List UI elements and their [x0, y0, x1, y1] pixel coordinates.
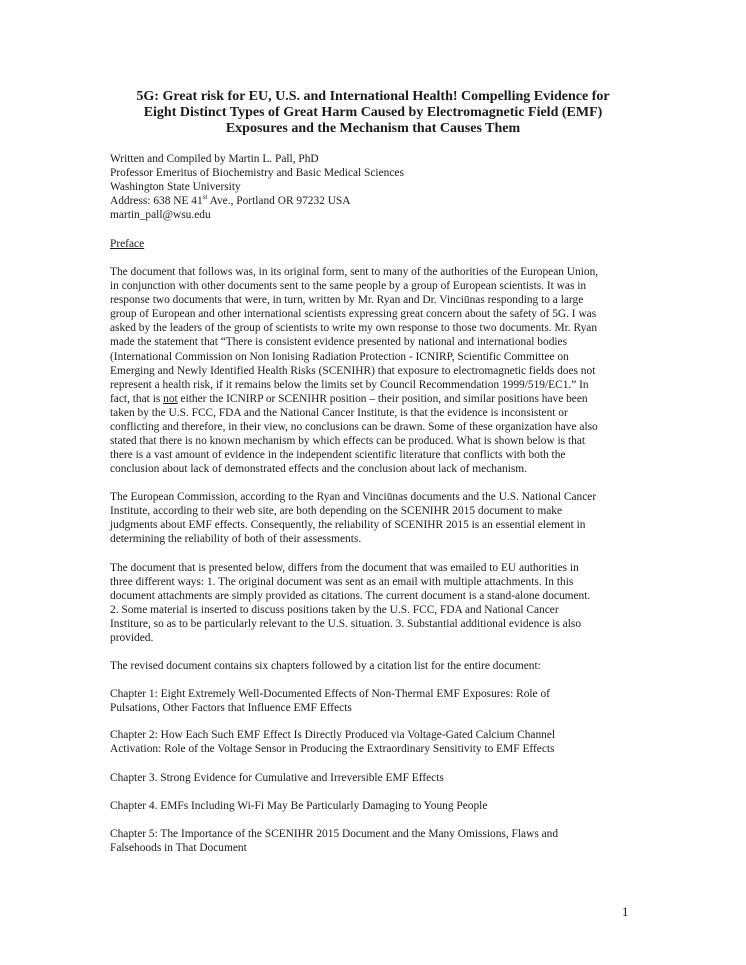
chapter-line: Chapter 5: The Importance of the SCENIHR 2015 Document and the Many Omissions, Flaws and — [110, 828, 559, 840]
paragraph-line: The European Commission, according to the Ryan and Vinciūnas documents and the U.S. National Cancer — [110, 491, 597, 503]
page-number: 1 — [622, 904, 629, 919]
preface-paragraph-2 — [110, 490, 640, 546]
paragraph-line: response two documents that were, in turn, written by Mr. Ryan and Dr. Vinciūnas responding to a large — [110, 294, 584, 307]
paragraph-line: stated that there is no known mechanism by which effects can be produced. What is shown below is that — [110, 435, 586, 448]
author-block — [110, 152, 640, 222]
author-line: Written and Compiled by Martin L. Pall, PhD — [110, 153, 319, 165]
paragraph-line: there is a vast amount of evidence in the independent scientific literature that conflicts with both the — [110, 449, 566, 462]
paragraph-line: asked by the leaders of the group of scientists to write my own response to those two documents. Mr. Ryan — [110, 322, 598, 335]
paragraph-line: taken by the U.S. FCC, FDA and the National Cancer Institute, is that the evidence is inconsistent or — [110, 406, 568, 419]
paragraph-line: represent a health risk, if it remains below the limits set by Council Recommendation 1999/519/EC1.” In — [110, 378, 589, 391]
author-institution: Washington State University — [110, 181, 241, 194]
chapter-3-entry: Chapter 3. Strong Evidence for Cumulative and Irreversible EMF Effects — [110, 772, 444, 784]
paragraph-line: (International Commission on Non Ionising Radiation Protection - ICNIRP, Scientific Committee on — [110, 350, 569, 363]
preface-paragraph-4: The revised document contains six chapters followed by a citation list for the entire document: — [110, 660, 541, 672]
chapter-line: Activation: Role of the Voltage Sensor in Producing the Extraordinary Sensitivity to EMF Effects — [110, 743, 555, 756]
paragraph-line: 2. Some material is inserted to discuss positions taken by the U.S. FCC, FDA and National Cancer — [110, 604, 559, 617]
chapter-5-entry — [110, 827, 640, 855]
text-run: either the ICNIRP or SCENIHR position – their position, and similar positions have been — [177, 392, 588, 405]
title-line: 5G: Great risk for EU, U.S. and International Health! Compelling Evidence for — [136, 89, 610, 104]
paragraph-line: The document that follows was, in its original form, sent to many of the authorities of the European Union, — [110, 266, 599, 278]
chapter-2-entry — [110, 728, 640, 756]
chapter-line: Chapter 1: Eight Extremely Well-Documented Effects of Non-Thermal EMF Exposures: Role of — [110, 688, 550, 700]
paragraph-line: judgments about EMF effects. Consequently, the reliability of SCENIHR 2015 is an essential element in — [110, 519, 586, 532]
document-title — [100, 89, 646, 137]
author-affiliation: Professor Emeritus of Biochemistry and Basic Medical Sciences — [110, 167, 404, 180]
chapter-4-entry: Chapter 4. EMFs Including Wi-Fi May Be Particularly Damaging to Young People — [110, 800, 488, 812]
paragraph-line: conclusion about lack of demonstrated effects and the conclusion about lack of mechanism. — [110, 463, 527, 476]
title-line: Eight Distinct Types of Great Harm Caused by Electromagnetic Field (EMF) — [143, 105, 603, 120]
chapter-line: Chapter 2: How Each Such EMF Effect Is Directly Produced via Voltage-Gated Calcium Channel — [110, 729, 556, 741]
paragraph-line: conflicting and therefore, in their view, no conclusions can be drawn. Some of these organization have also — [110, 421, 598, 434]
paragraph-line: group of European and other international scientists expressing great concern about the safety of 5G. I was — [110, 308, 597, 321]
paragraph-line: three different ways: 1. The original document was sent as an email with multiple attachments. In this — [110, 576, 574, 589]
paragraph-line: Institure, so as to be particularly relevant to the U.S. situation. 3. Substantial additional evidence is also — [110, 618, 582, 631]
title-line: Exposures and the Mechanism that Causes Them — [225, 121, 521, 136]
author-email: martin_pall@wsu.edu — [110, 209, 211, 222]
underlined-word: not — [163, 392, 178, 405]
paragraph-line — [110, 392, 640, 406]
paragraph-line: Emerging and Newly Identified Health Risks (SCENIHR) that exposure to electromagnetic fields does not — [110, 364, 596, 377]
text-run: fact, that is — [110, 392, 164, 405]
preface-heading: Preface — [110, 238, 145, 250]
paragraph-line: in conjunction with other documents sent to the same people by a group of European scientists. It was in — [110, 280, 587, 293]
chapter-line: Falsehoods in That Document — [110, 842, 247, 855]
paragraph-line: document attachments are simply provided as citations. The current document is a stand-alone document. — [110, 590, 591, 603]
chapter-line: Pulsations, Other Factors that Influence EMF Effects — [110, 702, 352, 715]
preface-paragraph-1 — [110, 265, 640, 476]
author-address — [110, 194, 640, 208]
address-prefix: Address: 638 NE 41 — [110, 195, 203, 208]
paragraph-line: provided. — [110, 632, 154, 645]
address-suffix: Ave., Portland OR 97232 USA — [207, 195, 351, 208]
paragraph-line: The document that is presented below, differs from the document that was emailed to EU authorities in — [110, 562, 579, 574]
chapter-1-entry — [110, 687, 640, 715]
paragraph-line: made the statement that “There is consistent evidence presented by national and international bodies — [110, 336, 568, 349]
address-superscript: st — [202, 193, 208, 202]
paragraph-line: Institute, according to their web site, are both depending on the SCENIHR 2015 document to make — [110, 505, 563, 518]
preface-paragraph-3 — [110, 561, 640, 646]
paragraph-line: determining the reliability of both of their assessments. — [110, 533, 362, 546]
